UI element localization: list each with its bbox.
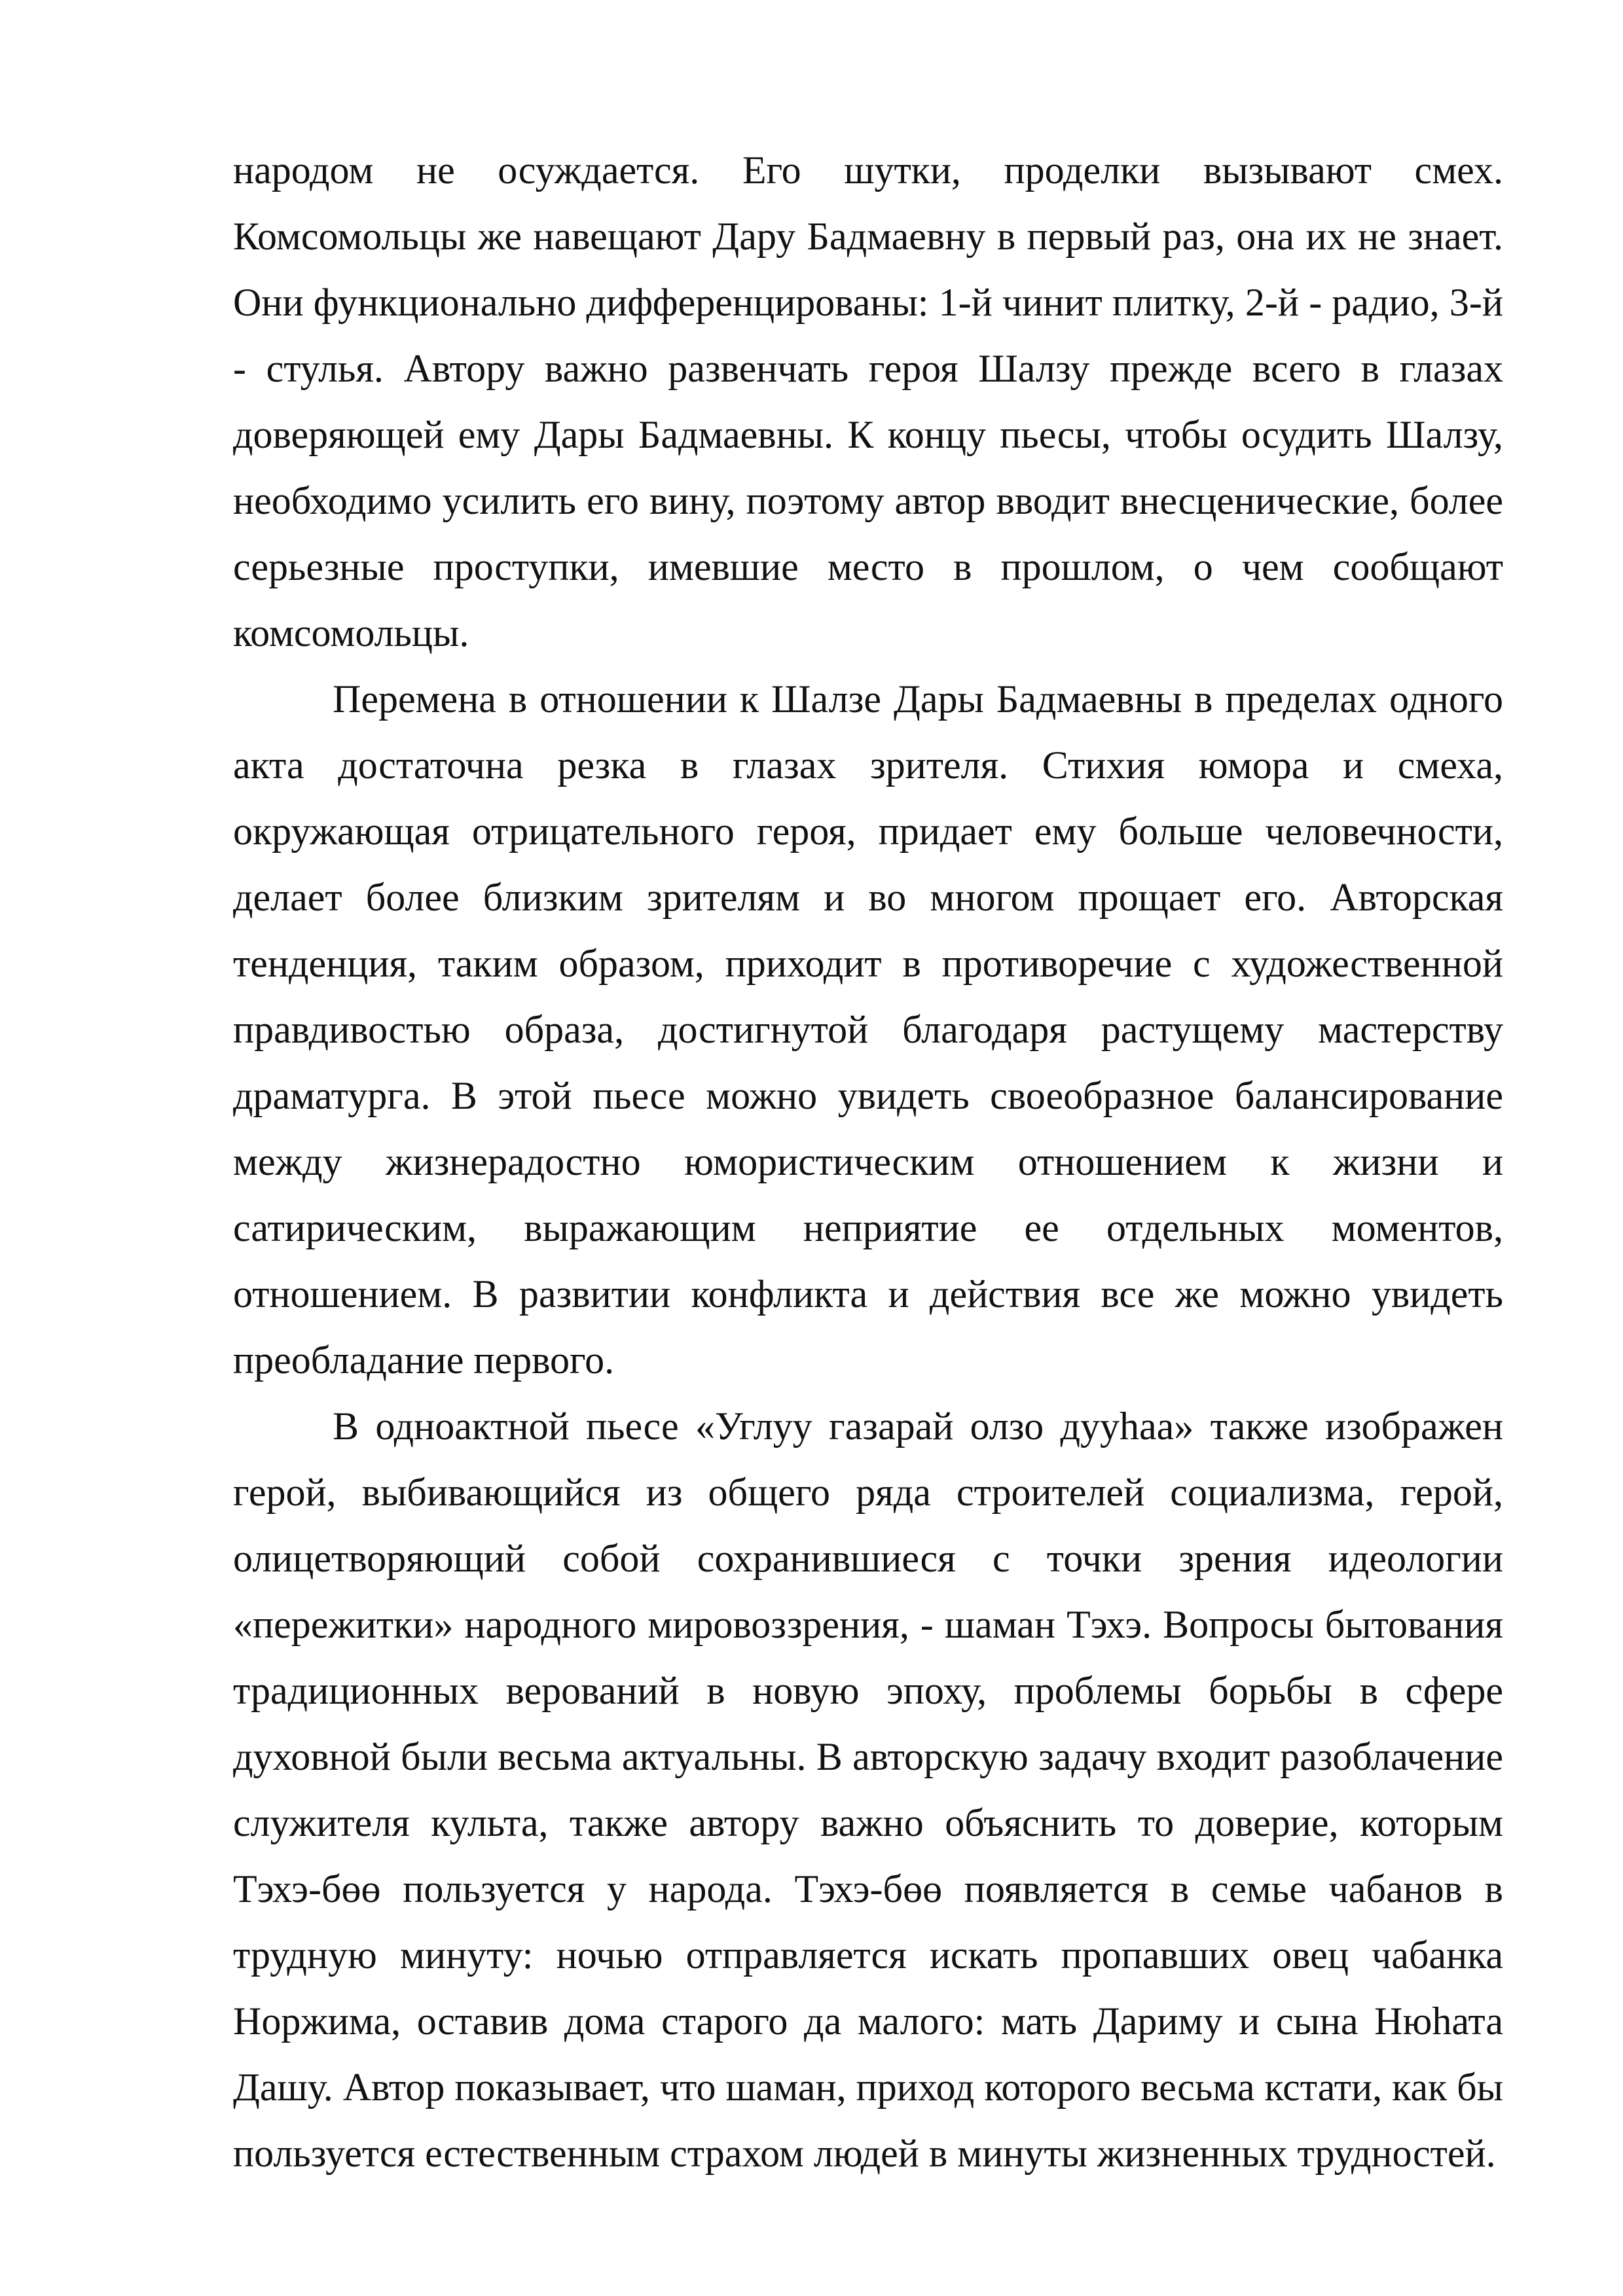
paragraph-3: В одноактной пьесе «Углуу газарай олзо дууһаа» также изображен герой, выбивающийся из общего ряда строителей социализма, герой, олицетворяющий собой сохранившиеся с точки зрения идеологии «пережитки» народного мировоззрения, - шаман Тэхэ. Вопросы бытования традиционных верований в новую эпоху, проблемы борьбы в сфере духовной были весьма актуальны. В авторскую задачу входит разоблачение служителя культа, также автору важно объяснить то доверие, которым Тэхэ-бөө пользуется у народа. Тэхэ-бөө появляется в семье чабанов в трудную минуту: ночью отправляется искать пропавших овец чабанка Норжима, оставив дома старого да малого: мать Дариму и сына Нюһата Дашу. Автор показывает, что шаман, приход которого весьма кстати, как бы пользуется естественным страхом людей в минуты жизненных трудностей.: [233, 1405, 1503, 2175]
paragraph-1: народом не осуждается. Его шутки, проделки вызывают смех. Комсомольцы же навещают Дару Бадмаевну в первый раз, она их не знает. Они функционально дифференцированы: 1-й чинит плитку, 2-й - радио, 3-й - стулья. Автору важно развенчать героя Шалзу прежде всего в глазах доверяющей ему Дары Бадмаевны. К концу пьесы, чтобы осудить Шалзу, необходимо усилить его вину, поэтому автор вводит внесценические, более серьезные проступки, имевшие место в прошлом, о чем сообщают комсомольцы.: [233, 149, 1503, 655]
body-text: [233, 137, 1503, 2187]
paragraph-2: Перемена в отношении к Шалзе Дары Бадмаевны в пределах одного акта достаточна резка в глазах зрителя. Стихия юмора и смеха, окружающая отрицательного героя, придает ему больше человечности, делает более близким зрителям и во многом прощает его. Авторская тенденция, таким образом, приходит в противоречие с художественной правдивостью образа, достигнутой благодаря растущему мастерству драматурга. В этой пьесе можно увидеть своеобразное балансирование между жизнерадостно юмористическим отношением к жизни и сатирическим, выражающим неприятие ее отдельных моментов, отношением. В развитии конфликта и действия все же можно увидеть преобладание первого.: [233, 677, 1503, 1382]
